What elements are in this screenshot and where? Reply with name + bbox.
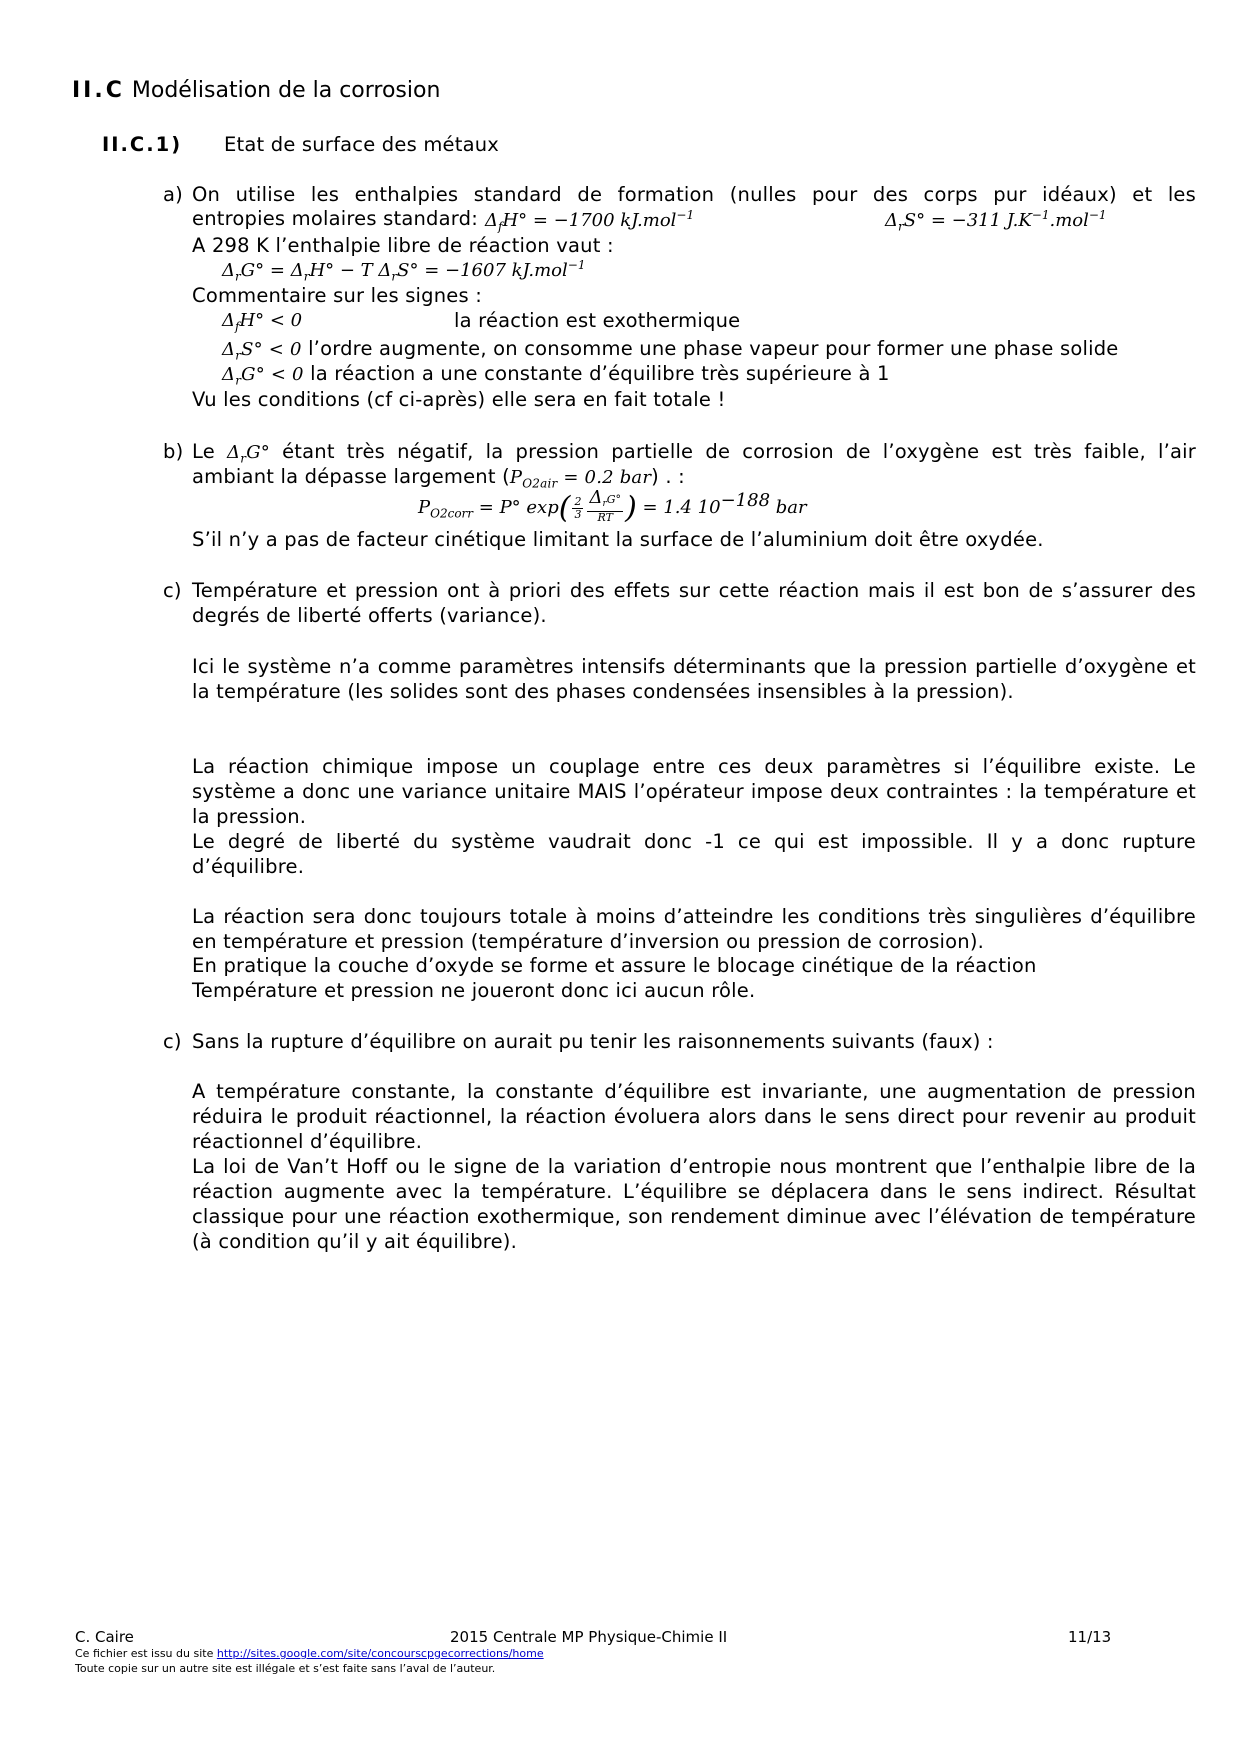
item-label-c2: c) <box>163 1030 182 1053</box>
footer-copyright: Toute copie sur un autre site est illégale et s’est faite sans l’aval de l’auteur. <box>75 1662 496 1675</box>
c2-paragraph1: A température constante, la constante d’équilibre est invariante, une augmentation de pression réduira le produit réactionnel, la réaction évoluera alors dans le sens direct pour revenir au produit réactionnel d’équilibre. <box>192 1080 1196 1153</box>
c1-paragraph1: Température et pression ont à priori des effets sur cette réaction mais il est bon de s’assurer des degrés de liberté offerts (variance). <box>192 579 1196 627</box>
c1-line6: En pratique la couche d’oxyde se forme et assure le blocage cinétique de la réaction <box>192 954 1037 977</box>
c1-paragraph4: Le degré de liberté du système vaudrait donc -1 ce qui est impossible. Il y a donc rupture d’équilibre. <box>192 830 1196 878</box>
item-label-b: b) <box>163 440 184 463</box>
c2-paragraph2: La loi de Van’t Hoff ou le signe de la variation d’entropie nous montrent que l’enthalpie libre de la réaction augmente avec la température. L’équilibre se déplacera dans le sens indirect. Résultat classique pour une réaction exothermique, son rendement diminue avec l’élévation de température (à condition qu’il y ait équilibre). <box>192 1155 1196 1253</box>
section-heading <box>72 78 440 103</box>
a-line6: Vu les conditions (cf ci-après) elle sera en fait totale ! <box>192 388 726 411</box>
c1-paragraph2: Ici le système n’a comme paramètres intensifs déterminants que la pression partielle d’oxygène et la température (les solides sont des phases condensées insensibles à la pression). <box>192 655 1196 703</box>
section-title: Modélisation de la corrosion <box>131 78 441 103</box>
a-line3: A 298 K l’enthalpie libre de réaction vaut : <box>192 234 614 257</box>
a-sign1-text: la réaction est exothermique <box>454 309 741 332</box>
a-line5: Commentaire sur les signes : <box>192 284 483 307</box>
subsection-title: Etat de surface des métaux <box>224 133 500 156</box>
a-entropy-formula: $\Delta_rS^\circ = -311$ $J.K^{-1}.mol^{-1}$ <box>885 208 1107 234</box>
c1-paragraph5: La réaction sera donc toujours totale à moins d’atteindre les conditions très singulières d’équilibre en température et pression (température d’inversion ou pression de corrosion). <box>192 905 1196 953</box>
footer-course: 2015 Centrale MP Physique-Chimie II <box>450 1628 728 1646</box>
footer-source-line: Ce fichier est issu du site http://sites.google.com/site/concourscpgecorrections/home <box>75 1647 544 1660</box>
b-equation: $P_{O2corr} = P^\circ$ exp( $\frac{2}{3}$ $\frac{\Delta_rG^\circ}{RT}$ ) = 1.4 $10^{-188}$ bar <box>418 487 807 526</box>
section-number: II.C <box>72 78 125 103</box>
b-line2: ambiant la dépasse largement ($P_{O2air} = 0.2$ bar) . : <box>192 465 685 491</box>
a-sign3: $\Delta_rG^\circ < 0$ la réaction a une constante d’équilibre très supérieure à 1 <box>222 362 890 388</box>
a-line1: On utilise les enthalpies standard de formation (nulles pour des corps pur idéaux) et les <box>192 183 1196 206</box>
footer-author: C. Caire <box>75 1628 134 1646</box>
footer-page-number: 11/13 <box>1068 1628 1112 1646</box>
a-sign2: $\Delta_rS^\circ < 0$ l’ordre augmente, on consomme une phase vapeur pour former une phase solide <box>222 337 1119 363</box>
item-label-c1: c) <box>163 579 182 602</box>
c2-line1: Sans la rupture d’équilibre on aurait pu tenir les raisonnements suivants (faux) : <box>192 1030 994 1053</box>
b-line3: S’il n’y a pas de facteur cinétique limitant la surface de l’aluminium doit être oxydée. <box>192 528 1044 551</box>
b-line1: Le $\Delta_rG^\circ$ étant très négatif, la pression partielle de corrosion de l’oxygène est très faible, l’air <box>192 440 1197 466</box>
a-gibbs-formula: $\Delta_rG^\circ = \Delta_rH^\circ - T$ $\Delta_rS^\circ = -1607$ kJ.mol$^{-1}$ <box>222 258 586 284</box>
c1-line7: Température et pression ne joueront donc ici aucun rôle. <box>192 979 756 1002</box>
footer-source-link[interactable]: http://sites.google.com/site/concourscpgecorrections/home <box>216 1647 544 1660</box>
c1-paragraph3: La réaction chimique impose un couplage entre ces deux paramètres si l’équilibre existe. Le système a donc une variance unitaire MAIS l’opérateur impose deux contraintes : la température et la pression. <box>192 755 1196 828</box>
item-label-a: a) <box>163 183 183 206</box>
a-line2: entropies molaires standard: <box>192 207 478 230</box>
a-sign1-formula: $\Delta_fH^\circ < 0$ <box>222 310 303 334</box>
subsection-number: II.C.1) <box>102 133 183 156</box>
a-enthalpy-formula: $\Delta_fH^\circ = -1700$ kJ.mol$^{-1}$ <box>485 208 695 234</box>
